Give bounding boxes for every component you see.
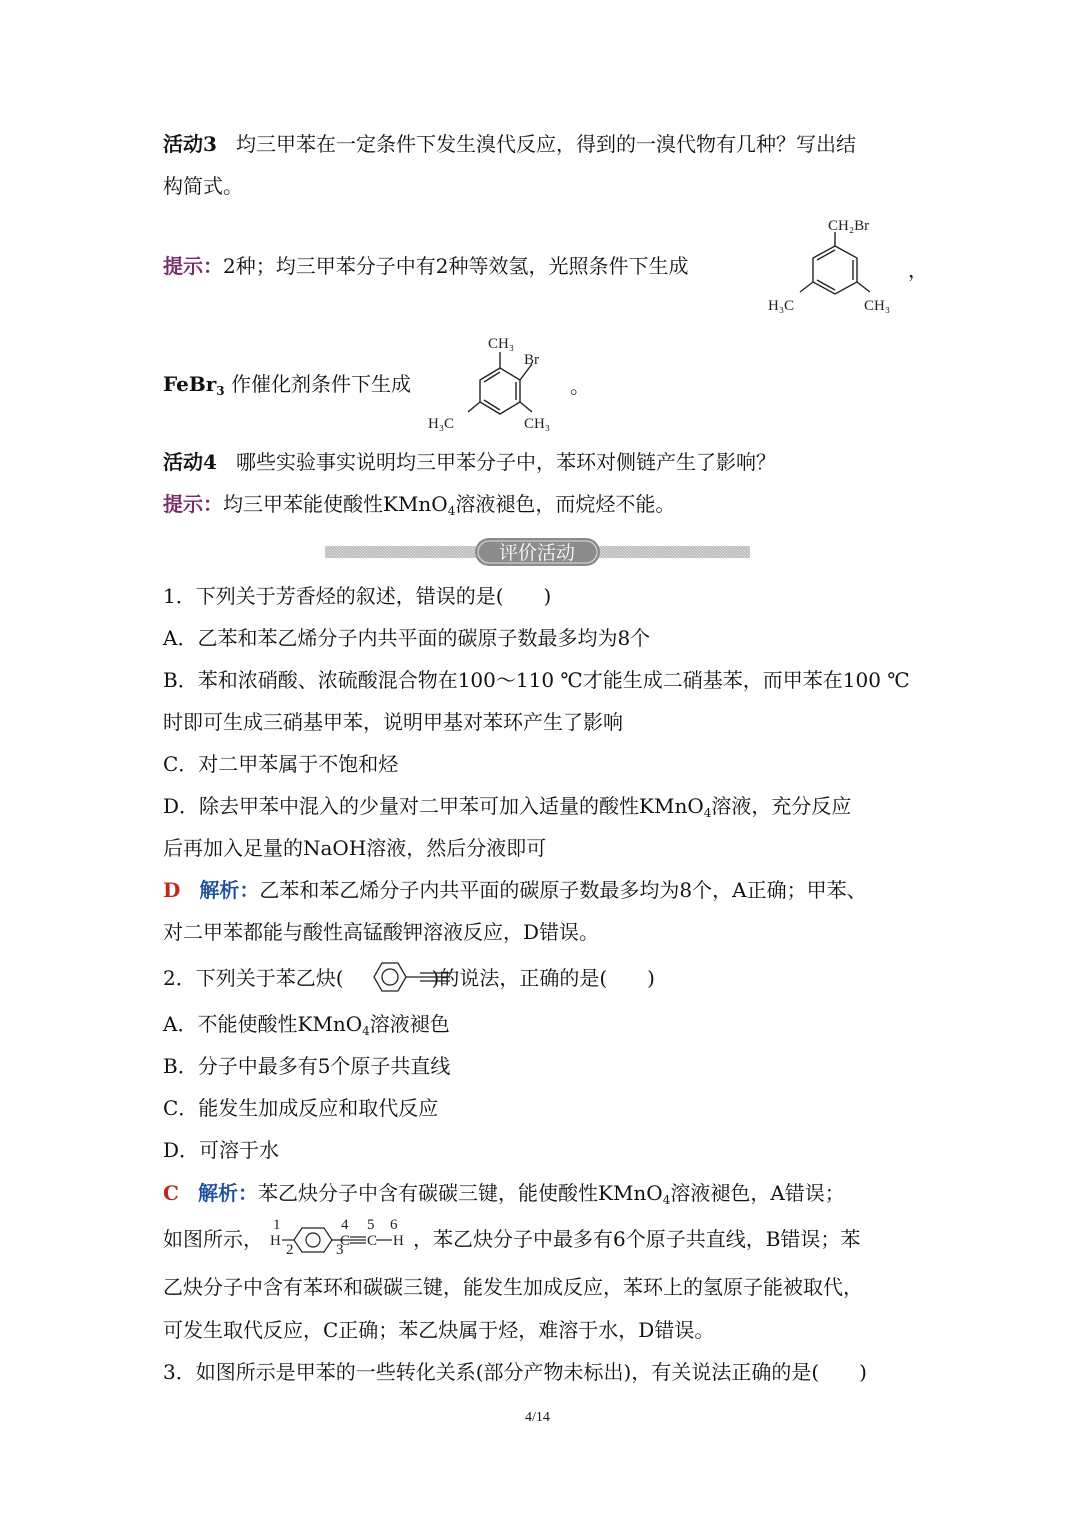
activity3-hint [163, 252, 688, 280]
svg-text:C: C [367, 1233, 378, 1249]
svg-text:1: 1 [273, 1217, 281, 1233]
structure-bromomesitylene [420, 330, 570, 438]
q1-option-a: A．乙苯和苯乙烯分子内共平面的碳原子数最多均为8个 [163, 626, 651, 650]
activity3-question: 均三甲苯在一定条件下发生溴代反应，得到的一溴代物有几种？写出结 [236, 132, 856, 156]
svg-text:6: 6 [390, 1217, 398, 1233]
activity4-question-line [163, 448, 776, 476]
hint-text: 2种；均三甲苯分子中有2种等效氢，光照条件下生成 [223, 254, 689, 278]
q1-option-c: C．对二甲苯属于不饱和烃 [163, 752, 399, 776]
febr-text: 作催化剂条件下生成 [231, 372, 411, 396]
svg-text:2: 2 [286, 1242, 294, 1258]
hint-comma: ， [908, 258, 928, 282]
activity3-question-line1 [163, 130, 856, 158]
struct1-left-label: H₃C [768, 298, 795, 314]
q2-analysis-line2: 如图所示， ，苯乙炔分子中最多有6个原子共直线，B错误；苯 [163, 1227, 861, 1251]
svg-text:3: 3 [336, 1242, 344, 1258]
q2-analysis-line1: C 解析：苯乙炔分子中含有碳碳三键，能使酸性KMnO$_4$溶液褪色，A错误； [163, 1181, 845, 1207]
q2-option-d: D．可溶于水 [163, 1138, 280, 1162]
q2-stem: 2．下列关于苯乙炔( )的说法，正确的是( ) [163, 966, 655, 990]
q2-answer: C [163, 1181, 179, 1205]
q1-option-b-line1: B．苯和浓硝酸、浓硫酸混合物在100～110 ℃才能生成二硝基苯，而甲苯在100 ℃ [163, 668, 910, 692]
svg-text:C: C [340, 1233, 351, 1249]
phenylacetylene-icon [362, 958, 456, 996]
analysis-label: 解析： [199, 878, 260, 902]
page-number: 4/14 [525, 1410, 550, 1425]
struct2-br-label: Br [524, 352, 539, 368]
q3-stem: 3．如图所示是甲苯的一些转化关系(部分产物未标出)，有关说法正确的是( ) [163, 1360, 867, 1384]
section-banner [325, 538, 750, 566]
hint-label: 提示： [163, 254, 223, 278]
hint-label-2: 提示： [163, 492, 223, 516]
activity4-label: 活动4 [163, 450, 217, 474]
svg-text:4: 4 [341, 1217, 349, 1233]
activity4-hint: 提示：均三甲苯能使酸性KMnO$_4$溶液褪色，而烷烃不能。 [163, 492, 676, 518]
activity3-question-line2: 构简式。 [163, 174, 243, 198]
struct1-top-label: CH₂Br [828, 218, 870, 234]
q2-analysis-line4: 可发生取代反应，C正确；苯乙炔属于烃，难溶于水，D错误。 [163, 1318, 715, 1342]
q2-option-b: B．分子中最多有5个原子共直线 [163, 1054, 451, 1078]
numbered-phenylacetylene-structure [266, 1216, 422, 1258]
struct1-right-label: CH₃ [864, 298, 891, 314]
q2-option-c: C．能发生加成反应和取代反应 [163, 1096, 439, 1120]
q1-analysis-line2: 对二甲苯都能与酸性高锰酸钾溶液反应，D错误。 [163, 920, 600, 944]
period-after-struct2: 。 [570, 374, 590, 398]
struct2-left-label: H₃C [428, 416, 455, 432]
febr-line [163, 370, 411, 398]
q1-answer: D [163, 878, 181, 902]
svg-text:5: 5 [367, 1217, 375, 1233]
svg-text:H: H [270, 1233, 281, 1249]
structure-benzylbromide [760, 210, 910, 325]
febr-formula: FeBr$_3$ [163, 372, 225, 398]
activity4-question: 哪些实验事实说明均三甲苯分子中，苯环对侧链产生了影响？ [236, 450, 776, 474]
q1-stem: 1．下列关于芳香烃的叙述，错误的是( ) [163, 584, 552, 608]
struct2-top-label: CH₃ [488, 336, 515, 352]
q1-analysis-line1: D 解析：乙苯和苯乙烯分子内共平面的碳原子数最多均为8个，A正确；甲苯、 [163, 878, 867, 902]
q2-option-a: A．不能使酸性KMnO$_4$溶液褪色 [163, 1012, 450, 1038]
analysis-label-2: 解析： [198, 1181, 258, 1205]
svg-text:H: H [393, 1233, 404, 1249]
activity3-label: 活动3 [163, 132, 217, 156]
q1-option-d-line2: 后再加入足量的NaOH溶液，然后分液即可 [163, 836, 547, 860]
q2-analysis-line3: 乙炔分子中含有苯环和碳碳三键，能发生加成反应，苯环上的氢原子能被取代， [163, 1275, 863, 1299]
section-title: 评价活动 [498, 542, 576, 564]
q1-option-b-line2: 时即可生成三硝基甲苯，说明甲基对苯环产生了影响 [163, 710, 623, 734]
q1-option-d-line1: D．除去甲苯中混入的少量对二甲苯可加入适量的酸性KMnO$_4$溶液，充分反应 [163, 794, 852, 820]
struct2-right-label: CH₃ [524, 416, 551, 432]
